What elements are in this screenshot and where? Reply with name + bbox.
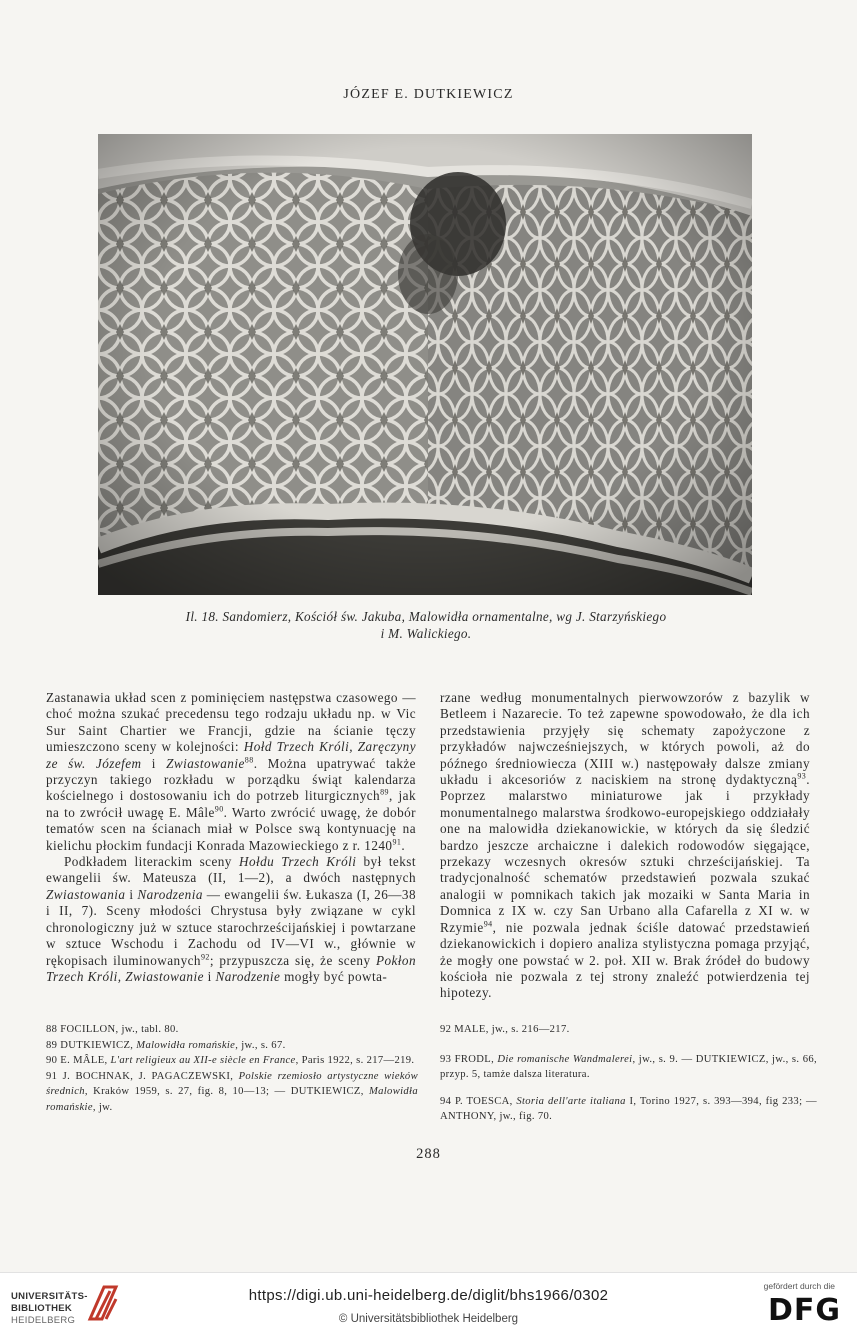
funder-label: gefördert durch die [763,1281,835,1291]
italic-text: Zwiastowanie [166,755,245,771]
italic-text: Zwiastowania [46,886,126,902]
text-run: i [141,755,167,771]
italic-text: Malowidła romańskie [46,1086,418,1113]
text-run: był tekst ewangelii św. Mateusza (II, 1—2), a dwóch następnych [46,854,416,886]
library-line-2: BIBLIOTHEK [11,1303,73,1314]
text-run: 90 E. MÂLE, [46,1055,111,1067]
ornamental-painting-photo [98,134,752,595]
text-run: 89 DUTKIEWICZ, [46,1039,137,1051]
caption-line-2: i M. Walickiego. [380,626,472,641]
text-run: I, Torino 1927, s. 393—394, fig 233; — ANTHONY, jw., fig. 70. [440,1095,817,1123]
footnote-ref: 93 [797,771,807,781]
footnote-ref: 92 [200,952,210,962]
footnotes-left [46,1022,418,1116]
footnotes-right [440,1022,817,1125]
paragraph [46,854,416,985]
text-run: rzane według monumentalnych pierwowzorów z bazylik w Betleem i Nazarecie. To też zapewne spowodowało, że dla ich przedstawienia przyjęły się schematy zapożyczone z przykładów najwcześniejszych, w których powoli, aż do późnego średniowiecza (XIII w.) następowały dalsze zmiany układu i akcesoriów z naciskiem na stronę dydaktyczną [440,690,810,788]
footnote [440,1022,817,1038]
italic-text: Die romanische Wandmalerei [497,1053,633,1065]
text-run: , jw., s. 9. — DUTKIEWICZ, jw., s. 66, przyp. 5, tamże dalsza literatura. [440,1053,817,1081]
italic-text: Malowidła romańskie [136,1039,236,1051]
permalink-url[interactable]: https://digi.ub.uni-heidelberg.de/diglit/bhs1966/0302 [248,1287,609,1304]
text-run: , jw., s. 67. [235,1039,286,1051]
page-number: 288 [416,1146,441,1162]
text-run: — ewangelii św. Łukasza (I, 26—38 i II, 7). Sceny młodości Chrystusa były związane w cykl chronologiczny już w sztuce starochrześcijańskiej i powtarzane w sztuce Wschodu i Zachodu od IV—VI w., głównie w rękopisach iluminowanych [46,886,416,968]
text-run: , Paris 1922, s. 217—219. [295,1055,415,1067]
text-run: 88 FOCILLON, jw., tabl. 80. [46,1024,179,1035]
italic-text: Storia dell'arte italiana [516,1095,626,1107]
text-run: i [125,886,138,902]
footnote [46,1022,418,1038]
footnote-ref: 94 [483,919,493,929]
italic-text: Hołdu Trzech Króli [238,854,357,870]
text-run: . [401,837,406,853]
text-run: Podkładem literackim sceny [64,854,239,870]
text-run: , Kraków 1959, s. 27, fig. 8, 10—13; — DUTKIEWICZ, [84,1086,369,1098]
figure-caption [100,608,752,642]
caption-line-1: Il. 18. Sandomierz, Kościół św. Jakuba, Malowidła ornamentalne, wg J. Starzyńskiego [185,609,667,624]
text-run: 93 FRODL, [440,1053,498,1065]
running-head: JÓZEF E. DUTKIEWICZ [343,87,514,102]
footnote-ref: 90 [214,804,224,814]
text-run: i [203,968,216,984]
dfg-logo[interactable]: DFG [767,1293,841,1328]
footnote-ref: 89 [380,788,389,798]
footnote [46,1069,418,1116]
italic-text: Hołd Trzech Króli, Zaręczyny ze św. Józefem [46,739,416,771]
footnote [46,1038,418,1054]
body-column-left [46,690,416,985]
copyright-notice: © Universitätsbibliothek Heidelberg [338,1313,519,1325]
text-run: 94 P. TOESCA, [440,1095,517,1107]
text-run: , nie pozwala jednak ściśle datować przedstawień dziekanowickich i dopiero analiza stylistyczna pomaga przyjąć, że mogły one powstać w 2. poł. XII w. Brak źródeł do budowy kościoła nie pozwala z tej strony znaleźć potwierdzenia tej hipotezy. [440,919,810,1001]
italic-text: Narodzenie [215,968,281,984]
italic-text: Polskie rzemiosło artystyczne wieków średnich [46,1070,418,1098]
library-line-3: HEIDELBERG [11,1315,76,1326]
footnote-ref: 91 [392,837,402,847]
text-run: mogły być powta- [280,968,388,984]
text-run: . Można upatrywać także przyczyn takiego rozkładu w porządku świąt kalendarza kościelnego i dostosowaniu ich do potrzeb liturgicznych [46,755,416,804]
text-run: , jak na to zwrócił uwagę E. Mâle [46,788,416,820]
text-run: 92 MALE, jw., s. 216—217. [440,1024,570,1035]
text-run: Zastanawia układ scen z pominięciem następstwa czasowego — choć można szukać precedensu tego rodzaju układu np. w Vic Sur Saint Chartier we Francji, gdzie na ścianie tęczy umieszczono sceny w kolejności: [46,690,416,755]
text-run: , jw. [92,1101,113,1113]
footnote [46,1053,418,1069]
body-column-right [440,690,810,1002]
footnote [440,1052,817,1083]
italic-text: Pokłon Trzech Króli, Zwiastowanie [46,952,417,984]
text-run: . Warto zwrócić uwagę, że dobór tematów scen na ścianach miał w Polsce swą kontynuację na kielichu płockim fundacji Konrada Mazowieckiego z r. 1240 [46,804,416,853]
italic-text: L'art religieux au XII-e siècle en France [110,1055,296,1067]
text-run: 91 J. BOCHNAK, J. PAGACZEWSKI, [46,1070,239,1082]
text-run: . Poprzez malarstwo miniaturowe jak i przykłady monumentalnego malarstwa środkowo-europejskiego oddziałały one na malowidła dziekanowickie, w których da się śledzić bardzo jeszcze archaiczne i dalekich rodowodów sięgające, przekazy wczesnych okresów sztuki chrześcijańskiej. Ta tradycjonalność schematów przedstawień pozwala szukać analogii w pomnikach takich jak mozaiki w Santa Maria in Domnica z IX w. czy San Urbano alla Cafarella z XI w. w Rzymie [440,772,810,935]
library-line-1: UNIVERSITÄTS- [11,1291,88,1302]
footnote [440,1094,817,1125]
paragraph [440,690,810,1002]
footnote-ref: 88 [244,755,254,765]
italic-text: Narodzenia [137,886,203,902]
paragraph [46,690,416,854]
text-run: ; przypuszcza się, że sceny [209,952,376,968]
viewer-footer [0,1272,857,1334]
